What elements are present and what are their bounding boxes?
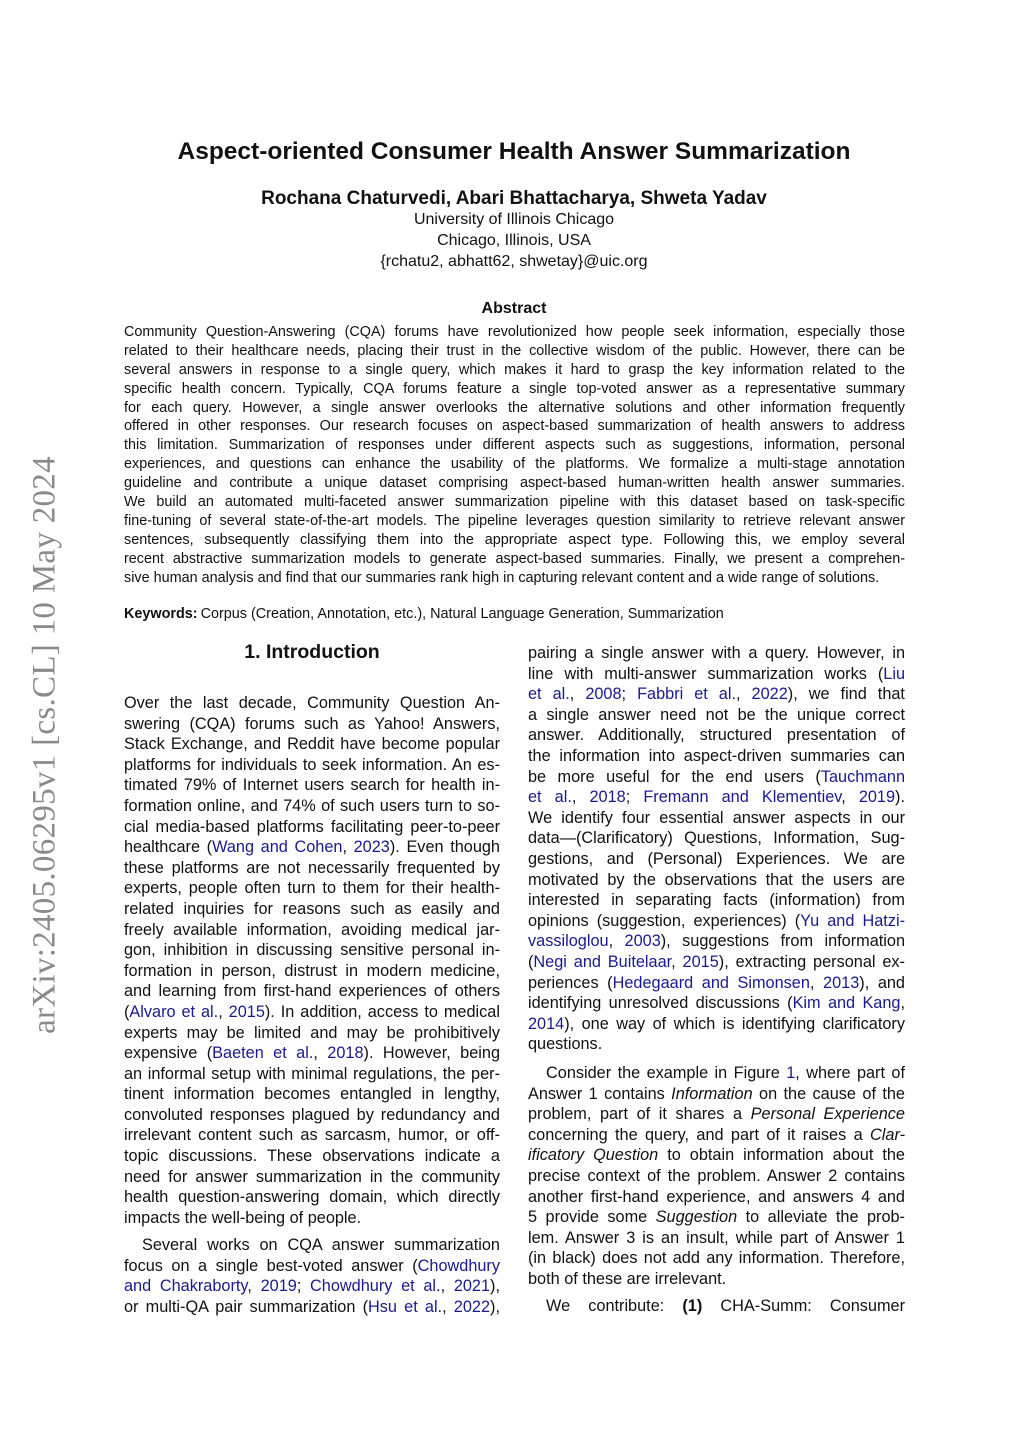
text-span: focus on a single best-voted answer (: [124, 1256, 418, 1275]
text-line: this limitation. Summarization of responses under different aspects such as suggestions, information, personal: [124, 437, 905, 454]
text-line: [124, 1002, 500, 1023]
citation-link[interactable]: vassiloglou: [528, 932, 609, 951]
text-span: 5 provide some: [528, 1208, 656, 1227]
text-line: [528, 1014, 905, 1035]
text-line: [528, 1104, 905, 1125]
text-line: [528, 767, 905, 788]
text-line: Community Question-Answering (CQA) forums have revolutionized how people seek information, especially those: [124, 324, 905, 340]
text-span: expensive (: [124, 1044, 213, 1063]
text-line: [528, 952, 905, 973]
text-span: or multi-QA pair summarization (: [124, 1297, 369, 1316]
text-line: formation online, and 74% of such users turn to so-: [124, 796, 500, 815]
text-line: gestions, and (Personal) Experiences. We are: [528, 849, 905, 868]
intro-paragraph-3: [528, 1063, 905, 1290]
text-span: opinions (suggestion, experiences) (: [528, 911, 801, 930]
text-line: experts may be limited and may be prohibitively: [124, 1023, 500, 1042]
text-span: ,: [342, 838, 354, 857]
text-line: [528, 931, 905, 952]
intro-paragraph-4: [528, 1296, 905, 1317]
text-line: interested in separating facts (information) from: [528, 891, 905, 910]
citation-link[interactable]: Negi and Buitelaar: [533, 952, 672, 971]
author-emails: {rchatu2, abhatt62, shwetay}@uic.org: [380, 253, 648, 270]
text-span: ,: [442, 1297, 454, 1316]
abstract-heading: Abstract: [481, 300, 547, 317]
citation-link[interactable]: Wang and Cohen: [212, 838, 343, 857]
text-line: We build an automated multi-faceted answer summarization pipeline with this dataset based on task-specific: [124, 494, 905, 511]
intro-paragraph-2-continued: [528, 643, 905, 1055]
text-span: ,: [440, 1277, 454, 1296]
text-span: ,: [736, 685, 752, 704]
text-line: a single answer need not be the unique correct: [528, 705, 905, 724]
text-line: topic discussions. These observations indicate a: [124, 1147, 500, 1166]
italic-term: Suggestion: [655, 1208, 738, 1227]
text-line: [528, 1125, 905, 1146]
paper-title: Aspect-oriented Consumer Health Answer Summarization: [177, 138, 851, 165]
text-line: convoluted responses plagued by redundancy and: [124, 1105, 500, 1124]
citation-link[interactable]: Tauchmann: [820, 767, 905, 786]
text-span: , where part of: [795, 1064, 905, 1082]
text-line: sentences, subsequently classifying them into the appropriate aspect type. Following this, we employ several: [124, 531, 905, 548]
text-line: [124, 1043, 500, 1064]
citation-link[interactable]: 2022: [751, 685, 788, 704]
italic-term: ificatory Question: [528, 1146, 659, 1165]
italic-term: Personal Experience: [750, 1105, 905, 1124]
text-span: ;: [625, 788, 644, 807]
affiliation-location: Chicago, Illinois, USA: [437, 232, 591, 249]
citation-link[interactable]: Liu: [883, 664, 905, 683]
text-line: (in black) does not add any information. Therefore,: [528, 1249, 905, 1268]
text-span: problem, part of it shares a: [528, 1105, 751, 1124]
text-span: We contribute:: [546, 1297, 683, 1315]
text-span: to obtain information about the: [658, 1146, 905, 1165]
text-span: ),: [490, 1277, 500, 1296]
citation-link[interactable]: 2019: [260, 1277, 297, 1296]
text-span: ,: [841, 788, 859, 807]
text-span: ,: [671, 952, 683, 971]
text-line: gon, inhibition in discussing sensitive personal in-: [124, 941, 500, 960]
text-line: [528, 787, 905, 808]
citation-link[interactable]: 2023: [353, 838, 390, 857]
text-span: ;: [296, 1277, 311, 1296]
text-span: ,: [569, 685, 586, 704]
text-line: need for answer summarization in the community: [124, 1167, 500, 1186]
text-line: these platforms are not necessarily frequented by: [124, 858, 500, 877]
text-line: impacts the well-being of people.: [124, 1208, 362, 1227]
text-span: to alleviate the prob-: [737, 1208, 905, 1227]
text-line: [528, 911, 905, 932]
citation-link[interactable]: Chowdhury et al.: [310, 1277, 441, 1296]
citation-link[interactable]: 2013: [823, 973, 860, 992]
keywords: [124, 606, 724, 622]
text-line: experts, people often turn to them for their health-: [124, 879, 500, 898]
text-line: swering (CQA) forums such as Yahoo! Answers,: [124, 714, 500, 733]
text-span: ). In addition, access to medical: [264, 1002, 500, 1021]
text-span: ),: [490, 1297, 500, 1316]
text-line: formation in person, distrust in modern medicine,: [124, 961, 500, 980]
text-span: on the cause of the: [752, 1084, 905, 1103]
text-line: [528, 684, 905, 705]
citation-link[interactable]: 1: [786, 1064, 796, 1082]
intro-paragraph-1: [124, 693, 500, 1228]
citation-link[interactable]: Chowdhury: [417, 1256, 500, 1275]
text-line: sive human analysis and find that our summaries rank high in capturing relevant content and a wide range of solutions.: [124, 569, 880, 586]
text-span: ,: [900, 994, 905, 1013]
text-span: periences (: [528, 973, 613, 992]
citation-link[interactable]: 2014: [528, 1014, 565, 1033]
text-line: another first-hand experience, and answers 4 and: [528, 1187, 905, 1206]
text-line: experiences, and questions can enhance the usability of the platforms. We formalize a multi-stage annotation: [124, 456, 905, 473]
text-line: specific health concern. Typically, CQA forums feature a single top-voted answer as a representative summary: [124, 380, 905, 397]
text-line: and learning from first-hand experiences of others: [124, 982, 500, 1001]
text-span: ), extracting personal ex-: [718, 952, 905, 971]
text-span: ;: [621, 685, 638, 704]
text-span: Answer 1 contains: [528, 1084, 672, 1103]
citation-link[interactable]: and Chakraborty: [124, 1277, 248, 1296]
text-line: for each query. However, a single answer overlooks the alternative solutions and other information frequently: [124, 399, 905, 416]
citation-link[interactable]: Kim and Kang: [792, 994, 901, 1013]
citation-link[interactable]: 2015: [228, 1002, 265, 1021]
text-line: lem. Answer 3 is an insult, while part of Answer 1: [528, 1228, 905, 1247]
text-line: questions.: [528, 1035, 603, 1054]
affiliation-university: University of Illinois Chicago: [413, 211, 615, 228]
text-line: offered in other responses. Our research focuses on aspect-based summarization of health answers to address: [124, 418, 905, 435]
text-span: ,: [571, 788, 590, 807]
citation-link[interactable]: 2019: [858, 788, 896, 807]
text-span: ), one way of which is identifying clarificatory: [564, 1014, 905, 1033]
text-span: ), suggestions from information: [660, 932, 905, 951]
text-line: tinent information becomes entangled in lengthy,: [124, 1085, 500, 1104]
intro-paragraph-2: [124, 1235, 500, 1317]
arxiv-identifier-stamp: arXiv:2405.06295v1 [cs.CL] 10 May 2024: [26, 456, 63, 1034]
text-line: [124, 1297, 500, 1318]
text-line: Several works on CQA answer summarization: [142, 1236, 500, 1254]
citation-link[interactable]: Alvaro et al.: [129, 1002, 219, 1021]
citation-link[interactable]: 2022: [453, 1297, 491, 1316]
text-line: [528, 664, 905, 685]
text-line: [528, 1145, 905, 1166]
text-line: [124, 1256, 500, 1277]
text-span: be more useful for the end users (: [528, 767, 821, 786]
text-span: ), we find that: [787, 685, 905, 704]
text-line: [124, 1276, 500, 1297]
abstract-body: [124, 323, 905, 587]
text-line: [528, 1207, 905, 1228]
keywords-list: Corpus (Creation, Annotation, etc.), Natural Language Generation, Summarization: [200, 606, 724, 622]
text-line: several answers in response to a single query, which makes it hard to grasp the key information related to the: [124, 361, 905, 378]
text-line: platforms for individuals to seek information. An es-: [124, 755, 500, 774]
text-span: CHA-Summ: Consumer: [702, 1297, 905, 1315]
citation-link[interactable]: 2021: [453, 1277, 491, 1296]
citation-link[interactable]: Yu and Hatzi-: [800, 911, 905, 930]
text-line: precise context of the problem. Answer 2 contains: [528, 1166, 905, 1185]
text-line: motivated by the observations that the users are: [528, 870, 905, 889]
text-line: related inquiries for reasons such as easily and: [124, 899, 500, 918]
text-span: identifying unresolved discussions (: [528, 994, 793, 1013]
text-line: [124, 837, 500, 858]
text-span: line with multi-answer summarization works (: [528, 664, 884, 683]
paper-authors: Rochana Chaturvedi, Abari Bhattacharya, Shweta Yadav: [261, 188, 767, 209]
text-line: recent abstractive summarization models to generate aspect-based summaries. Finally, we present a comprehen-: [124, 550, 905, 567]
citation-link[interactable]: 2018: [589, 788, 626, 807]
text-span: ,: [608, 932, 625, 951]
citation-link[interactable]: et al.: [528, 788, 572, 807]
text-line: [528, 1063, 905, 1084]
text-line: We identify four essential answer aspects in our: [528, 808, 905, 827]
citation-link[interactable]: 2008: [585, 685, 622, 704]
text-line: data—(Clarificatory) Questions, Information, Sug-: [528, 829, 905, 848]
citation-link[interactable]: 2015: [682, 952, 719, 971]
text-span: concerning the query, and part of it raises a: [528, 1125, 871, 1144]
citation-link[interactable]: Hsu et al.: [368, 1297, 443, 1316]
text-line: fine-tuning of several state-of-the-art models. The pipeline leverages question similarity to retrieve relevant answer: [124, 512, 905, 529]
text-line: pairing a single answer with a query. However, in: [528, 644, 905, 662]
text-line: irrelevant content such as sarcasm, humor, or off-: [124, 1126, 500, 1145]
text-span: ). However, being: [363, 1044, 500, 1063]
citation-link[interactable]: Hedegaard and Simonsen: [612, 973, 810, 992]
text-span: ,: [247, 1277, 261, 1296]
text-span: (: [528, 952, 534, 971]
text-span: ,: [313, 1044, 328, 1063]
text-span: Consider the example in Figure: [546, 1064, 787, 1082]
text-span: ,: [809, 973, 824, 992]
text-line: Stack Exchange, and Reddit have become popular: [124, 735, 500, 754]
text-span: (: [124, 1002, 130, 1021]
bold-text: (1): [682, 1297, 703, 1315]
citation-link[interactable]: Baeten et al.: [212, 1044, 314, 1063]
text-line: answer. Additionally, structured presentation of: [528, 726, 905, 745]
citation-link[interactable]: et al.: [528, 685, 570, 704]
text-line: the information into aspect-driven summaries can: [528, 746, 905, 765]
citation-link[interactable]: Fabbri et al.: [637, 685, 737, 704]
text-line: guideline and contribute a unique dataset comprising aspect-based human-written health answer summaries.: [124, 475, 905, 492]
italic-term: Information: [671, 1084, 753, 1103]
text-line: an informal setup with minimal regulations, the per-: [124, 1064, 500, 1083]
text-span: healthcare (: [124, 838, 213, 857]
text-span: ,: [218, 1002, 229, 1021]
text-span: ). Even though: [389, 838, 500, 857]
text-line: both of these are irrelevant.: [528, 1269, 727, 1288]
text-span: ), and: [859, 973, 905, 992]
text-line: health question-answering domain, which directly: [124, 1188, 500, 1207]
text-line: freely available information, avoiding medical jar-: [124, 920, 500, 939]
text-line: Over the last decade, Community Question An-: [124, 694, 500, 712]
text-line: [528, 993, 905, 1014]
text-line: cial media-based platforms facilitating peer-to-peer: [124, 817, 500, 836]
section-heading-introduction: 1. Introduction: [244, 641, 380, 663]
text-line: timated 79% of Internet users search for health in-: [124, 776, 500, 795]
italic-term: Clar-: [870, 1125, 905, 1144]
text-line: [528, 973, 905, 994]
citation-link[interactable]: 2003: [624, 932, 661, 951]
keywords-label: Keywords:: [124, 606, 198, 622]
text-line: [528, 1084, 905, 1105]
citation-link[interactable]: 2018: [327, 1044, 364, 1063]
citation-link[interactable]: Fremann and Klementiev: [643, 788, 842, 807]
text-line: [528, 1296, 905, 1317]
text-span: ).: [895, 788, 905, 807]
text-line: related to their healthcare needs, placing their trust in the collective wisdom of the public. However, there can be: [124, 342, 905, 359]
